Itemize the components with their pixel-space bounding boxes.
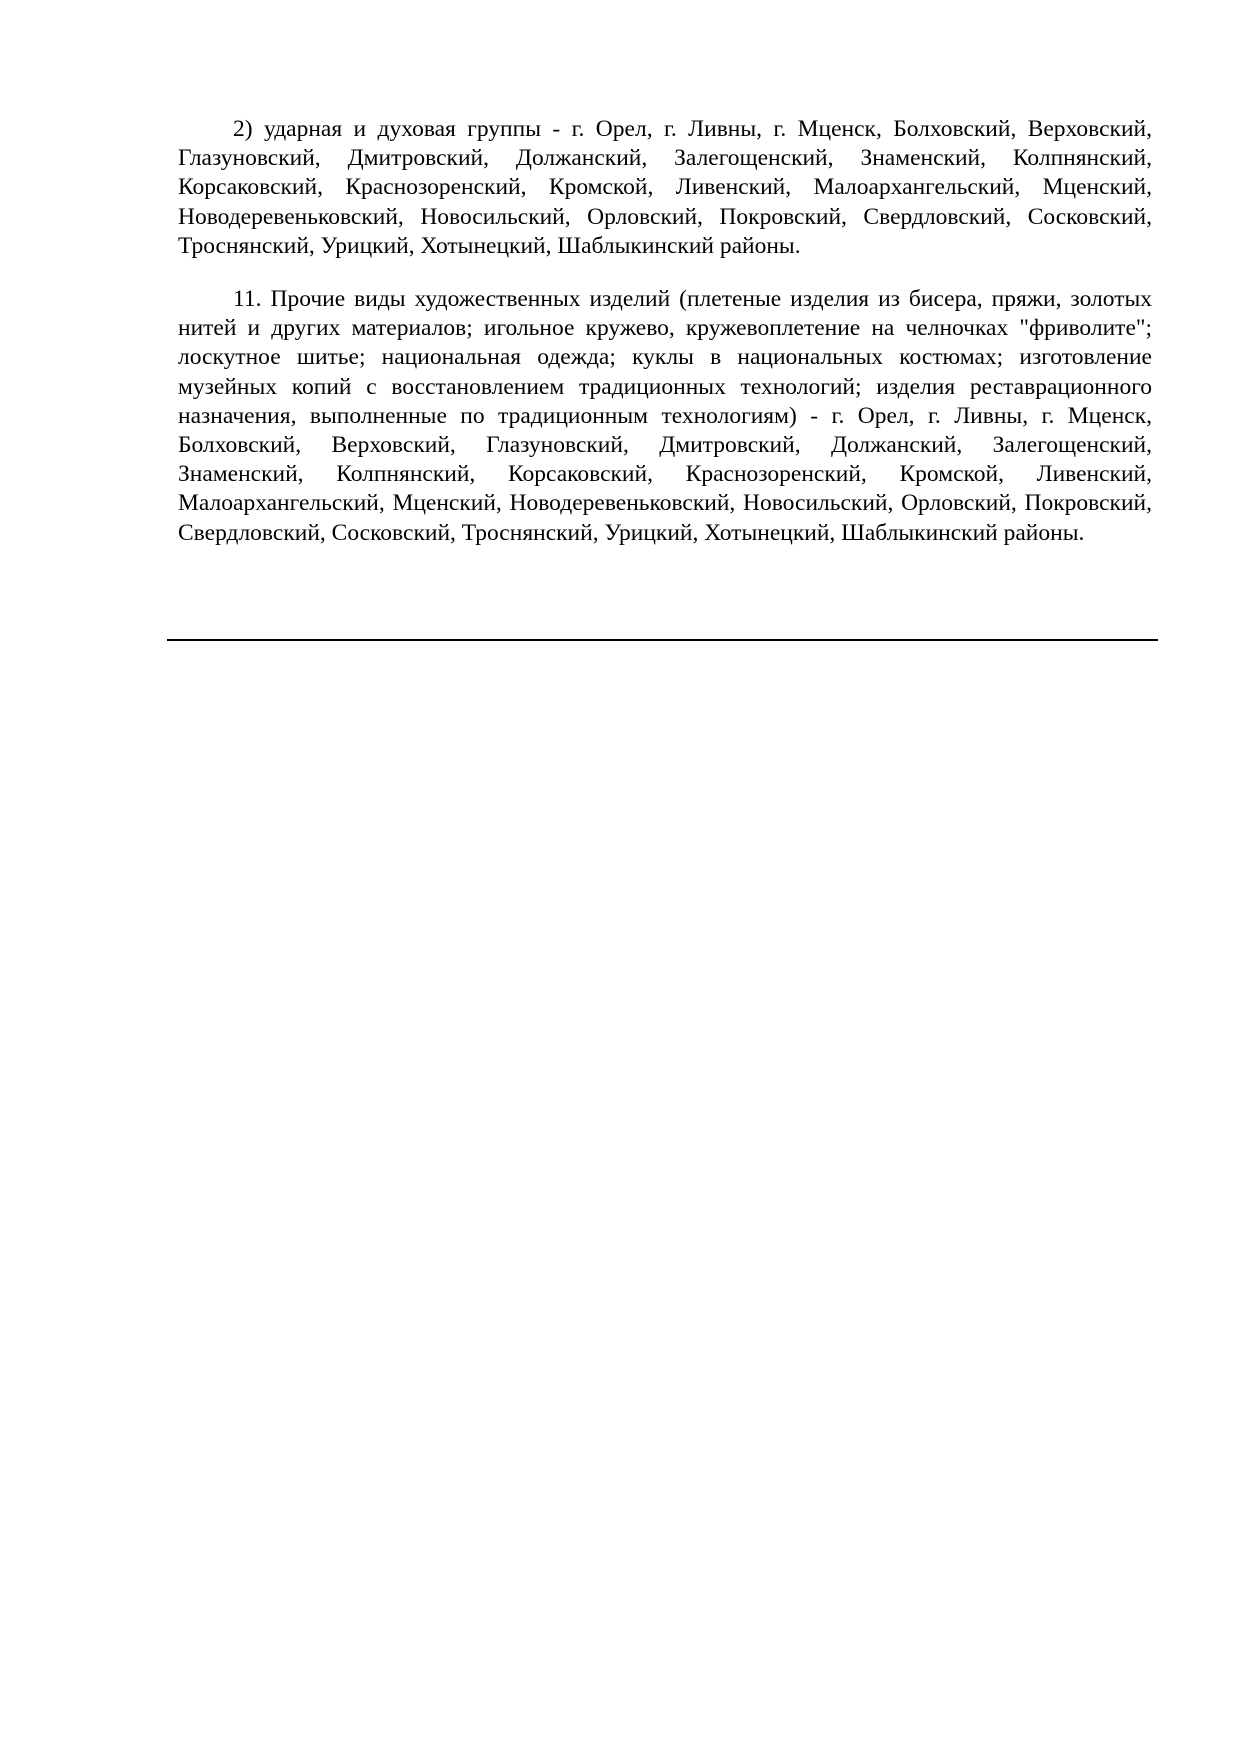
paragraph-percussion-wind-groups: 2) ударная и духовая группы - г. Орел, г. Ливны, г. Мценск, Болховский, Верховский, Глазуновский, Дмитровский, Должанский, Залегощенский, Знаменский, Колпнянский, Корсаковский, Краснозоренский, Кромской, Ливенский, Малоархангельский, Мценский, Новодеревеньковский, Новосильский, Орловский, Покровский, Свердловский, Сосковский, Троснянский, Урицкий, Хотынецкий, Шаблыкинский районы. — [178, 116, 1152, 259]
end-of-document-rule — [167, 639, 1158, 641]
document-body — [178, 115, 1152, 548]
paragraph-other-art-products: 11. Прочие виды художественных изделий (плетеные изделия из бисера, пряжи, золотых нитей и других материалов; игольное кружево, кружевоплетение на челночках "фриволите"; лоскутное шитье; национальная одежда; куклы в национальных костюмах; изготовление музейных копий с восстановлением традиционных технологий; изделия реставрационного назначения, выполненные по традиционным технологиям) - г. Орел, г. Ливны, г. Мценск, Болховский, Верховский, Глазуновский, Дмитровский, Должанский, Залегощенский, Знаменский, Колпнянский, Корсаковский, Краснозоренский, Кромской, Ливенский, Малоархангельский, Мценский, Новодеревеньковский, Новосильский, Орловский, Покровский, Свердловский, Сосковский, Троснянский, Урицкий, Хотынецкий, Шаблыкинский районы. — [178, 286, 1152, 546]
